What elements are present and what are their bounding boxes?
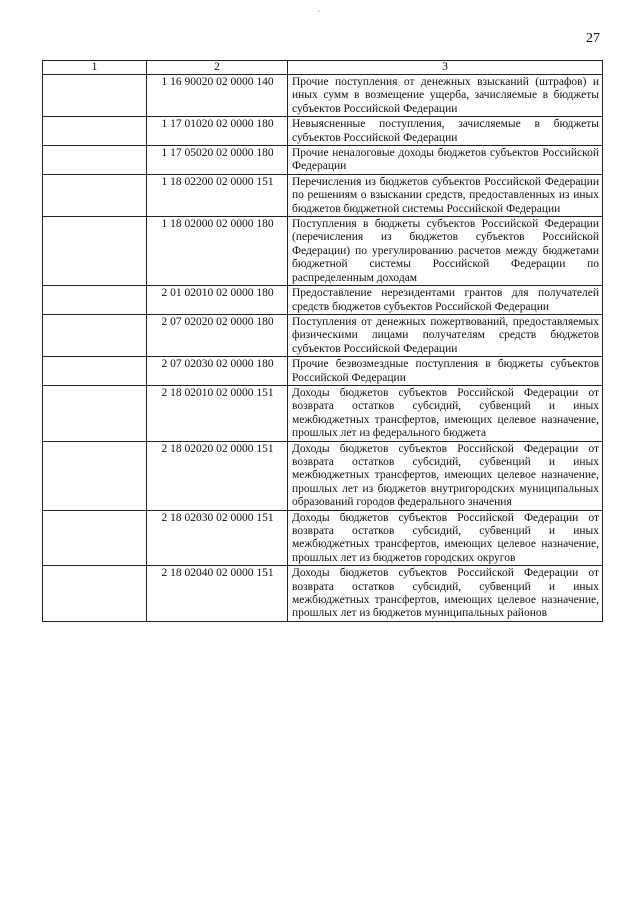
row-empty-cell — [43, 75, 147, 117]
row-empty-cell — [43, 286, 147, 315]
income-description-cell: Прочие неналоговые доходы бюджетов субъектов Российской Федерации — [288, 146, 603, 175]
table-row — [43, 441, 603, 510]
scan-mark: . — [318, 4, 321, 14]
income-description-cell: Перечисления из бюджетов субъектов Российской Федерации по решениям о взыскании средств, предоставленных из иных бюджетов бюджетной системы Российской Федерации — [288, 174, 603, 216]
budget-code-cell: 1 18 02200 02 0000 151 — [147, 174, 288, 216]
income-description-cell: Доходы бюджетов субъектов Российской Федерации от возврата остатков субсидий, субвенций и иных межбюджетных трансфертов, имеющих целевое назначение, прошлых лет из бюджетов муниципальных районов — [288, 566, 603, 622]
table-header-row — [43, 61, 603, 75]
row-empty-cell — [43, 510, 147, 566]
table-row — [43, 146, 603, 175]
row-empty-cell — [43, 441, 147, 510]
income-description-cell: Поступления в бюджеты субъектов Российской Федерации (перечисления из бюджетов субъектов Российской Федерации) по урегулированию расчетов между бюджетами бюджетной системы Российской Федерации по распределенным доходам — [288, 217, 603, 286]
table-row — [43, 75, 603, 117]
table-row — [43, 357, 603, 386]
income-description-cell: Прочие поступления от денежных взысканий (штрафов) и иных сумм в возмещение ущерба, зачисляемые в бюджеты субъектов Российской Федерации — [288, 75, 603, 117]
table-row — [43, 117, 603, 146]
table-row — [43, 314, 603, 356]
budget-code-cell: 1 17 01020 02 0000 180 — [147, 117, 288, 146]
income-description-cell: Поступления от денежных пожертвований, предоставляемых физическими лицами получателям средств бюджетов субъектов Российской Федерации — [288, 314, 603, 356]
budget-code-cell: 2 07 02030 02 0000 180 — [147, 357, 288, 386]
income-description-cell: Невыясненные поступления, зачисляемые в бюджеты субъектов Российской Федерации — [288, 117, 603, 146]
row-empty-cell — [43, 357, 147, 386]
income-description-cell: Предоставление нерезидентами грантов для получателей средств бюджетов субъектов Российской Федерации — [288, 286, 603, 315]
budget-code-cell: 2 01 02010 02 0000 180 — [147, 286, 288, 315]
income-description-cell: Доходы бюджетов субъектов Российской Федерации от возврата остатков субсидий, субвенций и иных межбюджетных трансфертов, имеющих целевое назначение, прошлых лет из федерального бюджета — [288, 385, 603, 441]
budget-code-cell: 2 07 02020 02 0000 180 — [147, 314, 288, 356]
row-empty-cell — [43, 117, 147, 146]
table-row — [43, 510, 603, 566]
table-row — [43, 385, 603, 441]
budget-codes-table — [42, 60, 603, 622]
row-empty-cell — [43, 146, 147, 175]
row-empty-cell — [43, 217, 147, 286]
header-col-3: 3 — [288, 61, 603, 75]
row-empty-cell — [43, 385, 147, 441]
budget-code-cell: 2 18 02020 02 0000 151 — [147, 441, 288, 510]
income-description-cell: Прочие безвозмездные поступления в бюджеты субъектов Российской Федерации — [288, 357, 603, 386]
row-empty-cell — [43, 566, 147, 622]
budget-code-cell: 1 16 90020 02 0000 140 — [147, 75, 288, 117]
budget-code-cell: 1 17 05020 02 0000 180 — [147, 146, 288, 175]
row-empty-cell — [43, 174, 147, 216]
row-empty-cell — [43, 314, 147, 356]
page-number: 27 — [586, 31, 600, 46]
income-description-cell: Доходы бюджетов субъектов Российской Федерации от возврата остатков субсидий, субвенций и иных межбюджетных трансфертов, имеющих целевое назначение, прошлых лет из бюджетов городских округов — [288, 510, 603, 566]
budget-code-cell: 2 18 02040 02 0000 151 — [147, 566, 288, 622]
income-description-cell: Доходы бюджетов субъектов Российской Федерации от возврата остатков субсидий, субвенций и иных межбюджетных трансфертов, имеющих целевое назначение, прошлых лет из бюджетов внутригородских муниципальных образований городов федерального значения — [288, 441, 603, 510]
table-row — [43, 566, 603, 622]
table-row — [43, 286, 603, 315]
header-col-2: 2 — [147, 61, 288, 75]
budget-code-cell: 1 18 02000 02 0000 180 — [147, 217, 288, 286]
table-row — [43, 174, 603, 216]
header-col-1: 1 — [43, 61, 147, 75]
budget-code-cell: 2 18 02010 02 0000 151 — [147, 385, 288, 441]
budget-code-cell: 2 18 02030 02 0000 151 — [147, 510, 288, 566]
table-row — [43, 217, 603, 286]
